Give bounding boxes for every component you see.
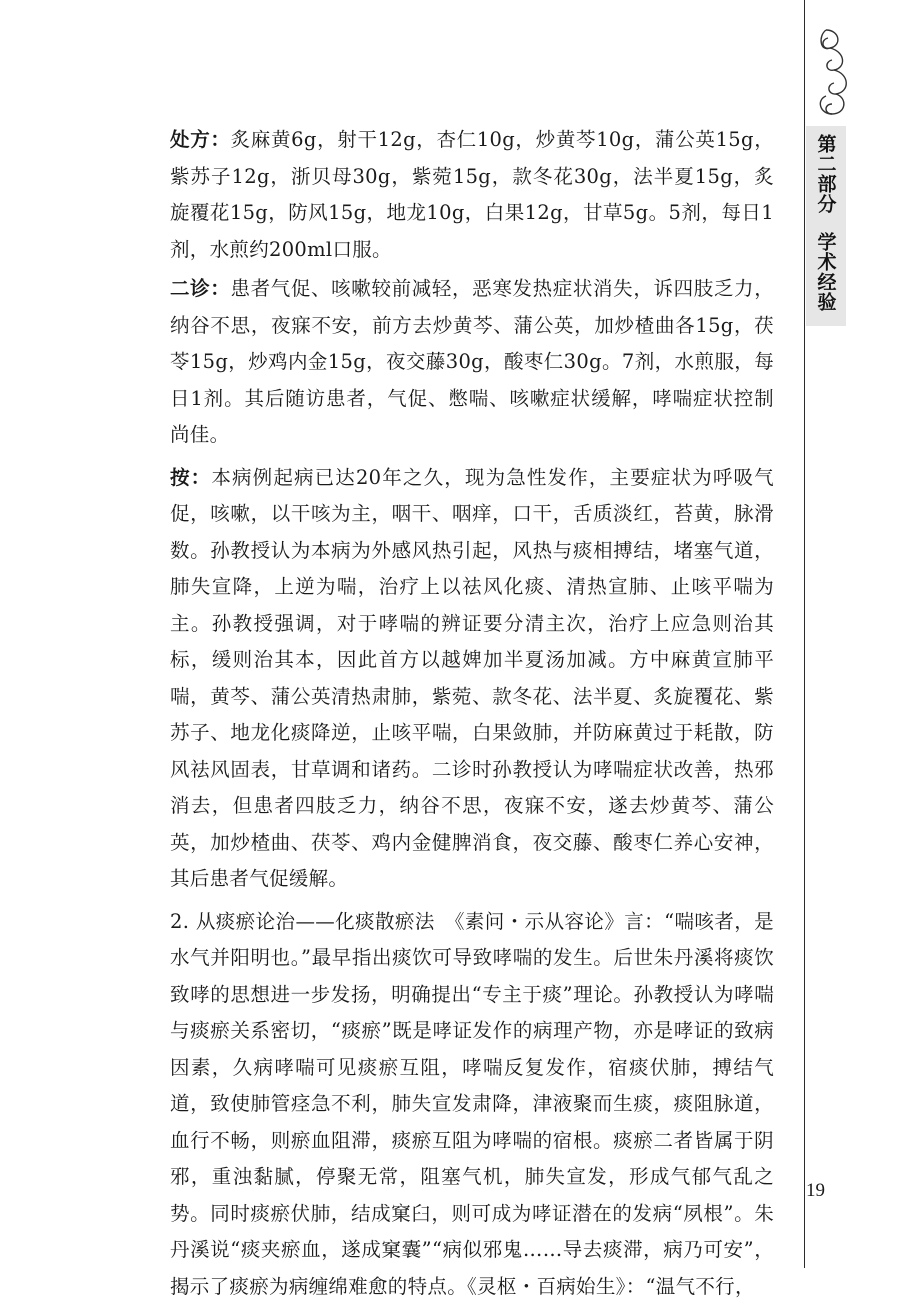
prescription-paragraph <box>170 122 774 268</box>
page-number: 19 <box>806 1180 825 1202</box>
commentary-text: 本病例起病已达20年之久，现为急性发作，主要症状为呼吸气促，咳嗽，以干咳为主，咽干、咽痒，口干，舌质淡红，苔黄，脉滑数。孙教授认为本病为外感风热引起，风热与痰相搏结，堵塞气道，肺失宣降，上逆为喘，治疗上以祛风化痰、清热宣肺、止咳平喘为主。孙教授强调，对于哮喘的辨证要分清主次，治疗上应急则治其标，缓则治其本，因此首方以越婢加半夏汤加减。方中麻黄宣肺平喘，黄芩、蒲公英清热肃肺，紫菀、款冬花、法半夏、炙旋覆花、紫苏子、地龙化痰降逆，止咳平喘，白果敛肺，并防麻黄过于耗散，防风祛风固表，甘草调和诸药。二诊时孙教授认为哮喘症状改善，热邪消去，但患者四肢乏力，纳谷不思，夜寐不安，遂去炒黄芩、蒲公英，加炒楂曲、茯苓、鸡内金健脾消食，夜交藤、酸枣仁养心安神，其后患者气促缓解。 <box>170 466 774 891</box>
second-visit-paragraph <box>170 271 774 454</box>
margin-rule <box>804 0 805 1268</box>
commentary-paragraph <box>170 460 774 898</box>
section-part-label: 第二部分 <box>813 134 840 214</box>
section-title-label: 学术经验 <box>813 232 840 312</box>
decorative-scroll-icon <box>806 22 866 122</box>
second-visit-text: 患者气促、咳嗽较前减轻，恶寒发热症状消失，诉四肢乏力，纳谷不思，夜寐不安，前方去炒黄芩、蒲公英，加炒楂曲各15g，茯苓15g，炒鸡内金15g，夜交藤30g，酸枣仁30g。7剂，水煎服，每日1剂。其后随访患者，气促、憋喘、咳嗽症状缓解，哮喘症状控制尚佳。 <box>170 277 774 446</box>
second-visit-label: 二诊： <box>170 277 230 300</box>
commentary-label: 按： <box>170 466 211 489</box>
prescription-text: 炙麻黄6g，射干12g，杏仁10g，炒黄芩10g，蒲公英15g，紫苏子12g，浙贝母30g，紫菀15g，款冬花30g，法半夏15g，炙旋覆花15g，防风15g，地龙10g，白果12g，甘草5g。5剂，每日1剂，水煎约200ml口服。 <box>170 128 774 261</box>
section-2-text: 2. 从痰瘀论治——化痰散瘀法 《素问・示从容论》言：“喘咳者，是水气并阳明也。”最早指出痰饮可导致哮喘的发生。后世朱丹溪将痰饮致哮的思想进一步发扬，明确提出“专主于痰”理论。孙教授认为哮喘与痰瘀关系密切，“痰瘀”既是哮证发作的病理产物，亦是哮证的致病因素，久病哮喘可见痰瘀互阻，哮喘反复发作，宿痰伏肺，搏结气道，致使肺管痉急不利，肺失宣发肃降，津液聚而生痰，痰阻脉道，血行不畅，则瘀血阻滞，痰瘀互阻为哮喘的宿根。痰瘀二者皆属于阴邪，重浊黏腻，停聚无常，阻塞气机，肺失宣发，形成气郁气乱之势。同时痰瘀伏肺，结成窠臼，则可成为哮证潜在的发病“夙根”。朱丹溪说“痰夹瘀血，遂成窠囊”“病似邪鬼……导去痰滞，病乃可安”，揭示了痰瘀为病缠绵难愈的特点。《灵枢・百病始生》：“温气不行， <box>170 910 774 1298</box>
section-2-paragraph <box>170 904 774 1305</box>
main-text <box>170 122 774 1305</box>
prescription-label: 处方： <box>170 128 231 151</box>
section-tab <box>806 126 846 326</box>
